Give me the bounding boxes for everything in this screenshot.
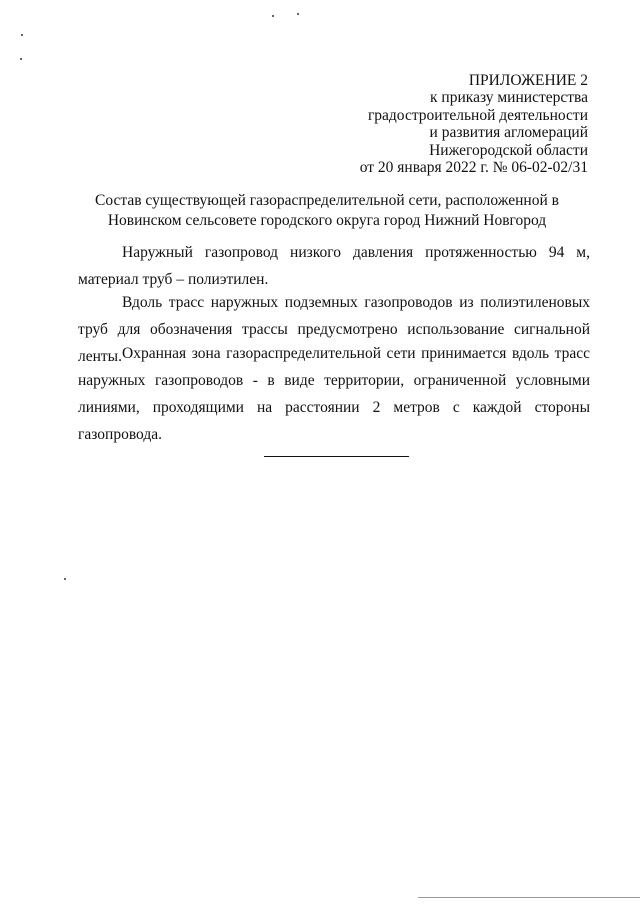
document-title-line-2: Новинском сельсовете городского округа город Нижний Новгород <box>107 212 547 229</box>
appendix-date-number: от 20 января 2022 г. № 06-02-02/31 <box>359 159 588 177</box>
appendix-region-line: Нижегородской области <box>429 141 588 159</box>
document-title <box>92 191 562 231</box>
paragraph-signal-tape: Вдоль трасс наружных подземных газопроводов из полиэтиленовых труб для обозначения трассы предусмотрено использование сигнальной ленты. <box>78 294 590 365</box>
scan-speck <box>21 34 23 36</box>
appendix-development-line: и развития агломераций <box>429 124 588 142</box>
appendix-order-line: к приказу министерства <box>430 89 588 107</box>
scan-edge-line <box>418 897 640 898</box>
appendix-title: ПРИЛОЖЕНИЕ 2 <box>468 72 588 89</box>
scan-speck <box>297 13 299 15</box>
document-title-line-1: Состав существующей газораспределительной сети, расположенной в <box>95 192 559 209</box>
scan-speck <box>64 578 66 580</box>
scan-speck <box>272 15 274 17</box>
appendix-header <box>288 72 588 176</box>
appendix-ministry-line: градостроительной деятельности <box>367 106 588 124</box>
paragraph-protection-zone: Охранная зона газораспределительной сети принимается вдоль трасс наружных газопроводов - в виде территории, ограниченной условными линиями, проходящими на расстоянии 2 метров с каждой стороны газопровода. <box>78 345 590 443</box>
paragraph-1-block <box>78 239 590 293</box>
paragraph-3-block <box>78 340 590 448</box>
paragraph-pipeline: Наружный газопровод низкого давления протяженностью 94 м, материал труб – полиэтилен. <box>78 244 590 288</box>
end-divider <box>264 456 409 457</box>
scan-speck <box>20 58 22 60</box>
